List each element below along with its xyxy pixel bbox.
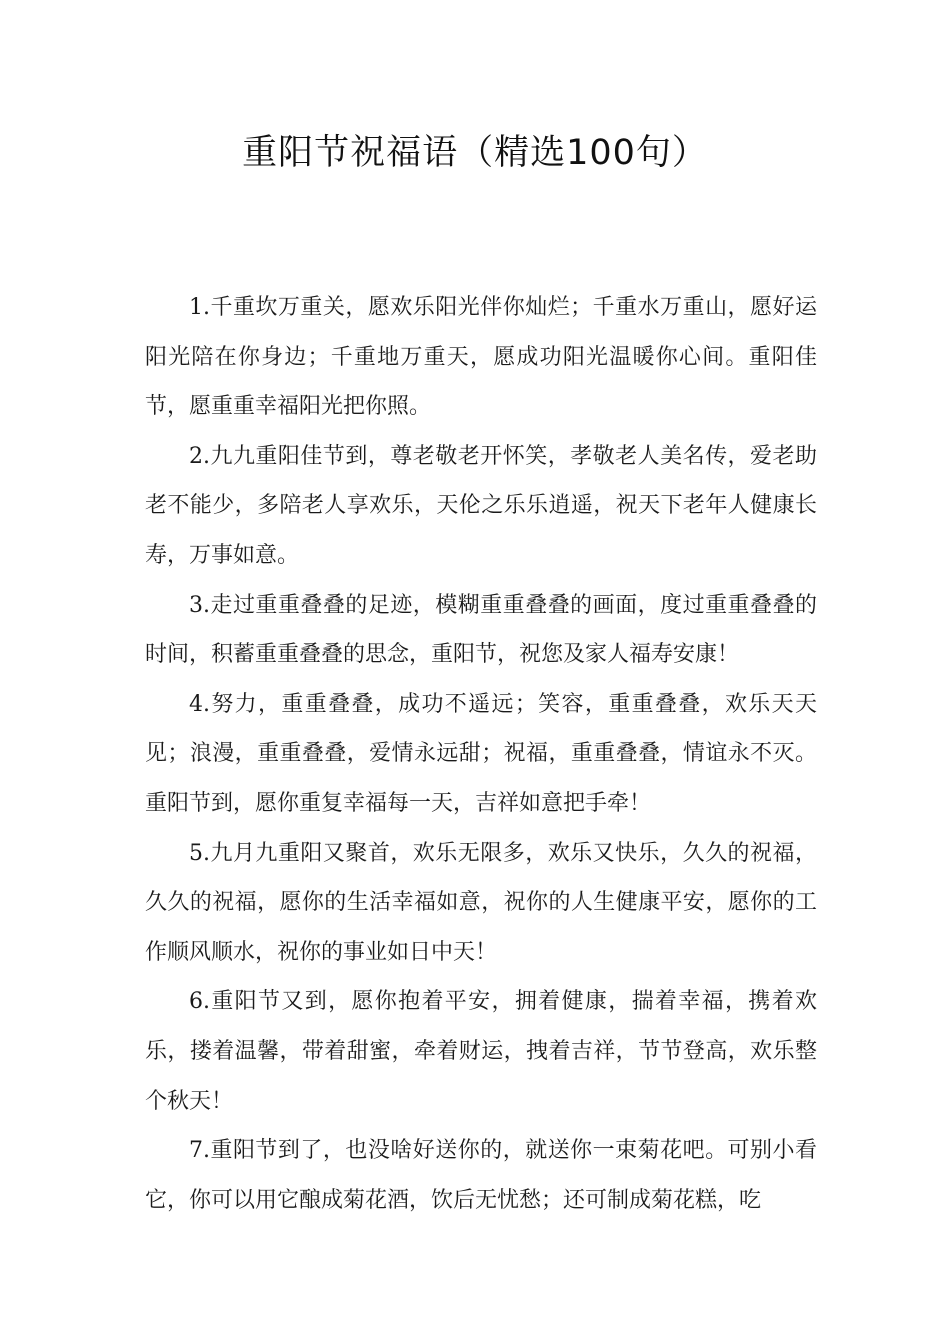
paragraph-6: 6.重阳节又到，愿你抱着平安，拥着健康，揣着幸福，携着欢乐，搂着温馨，带着甜蜜，牵着财运，拽着吉祥，节节登高，欢乐整个秋天！ xyxy=(145,989,817,1114)
paragraph-3: 3.走过重重叠叠的足迹，模糊重重叠叠的画面，度过重重叠叠的时间，积蓄重重叠叠的思念，重阳节，祝您及家人福寿安康！ xyxy=(145,592,817,668)
paragraph-7: 7.重阳节到了，也没啥好送你的，就送你一束菊花吧。可别小看它，你可以用它酿成菊花酒，饮后无忧愁；还可制成菊花糕，吃 xyxy=(145,1138,817,1213)
paragraph-4: 4.努力，重重叠叠，成功不遥远；笑容，重重叠叠，欢乐天天见；浪漫，重重叠叠，爱情永远甜；祝福，重重叠叠，情谊永不灭。重阳节到，愿你重复幸福每一天，吉祥如意把手牵！ xyxy=(145,691,817,816)
document-body xyxy=(145,283,817,1225)
paragraph-5: 5.九月九重阳又聚首，欢乐无限多，欢乐又快乐，久久的祝福，久久的祝福，愿你的生活幸福如意，祝你的人生健康平安，愿你的工作顺风顺水，祝你的事业如日中天！ xyxy=(145,840,817,965)
document-title: 重阳节祝福语（精选100句） xyxy=(242,133,708,173)
paragraph-2: 2.九九重阳佳节到，尊老敬老开怀笑，孝敬老人美名传，爱老助老不能少，多陪老人享欢乐，天伦之乐乐逍遥，祝天下老年人健康长寿，万事如意。 xyxy=(145,443,817,568)
paragraph-1: 1.千重坎万重关，愿欢乐阳光伴你灿烂；千重水万重山，愿好运阳光陪在你身边；千重地万重天，愿成功阳光温暖你心间。重阳佳节，愿重重幸福阳光把你照。 xyxy=(145,295,817,420)
